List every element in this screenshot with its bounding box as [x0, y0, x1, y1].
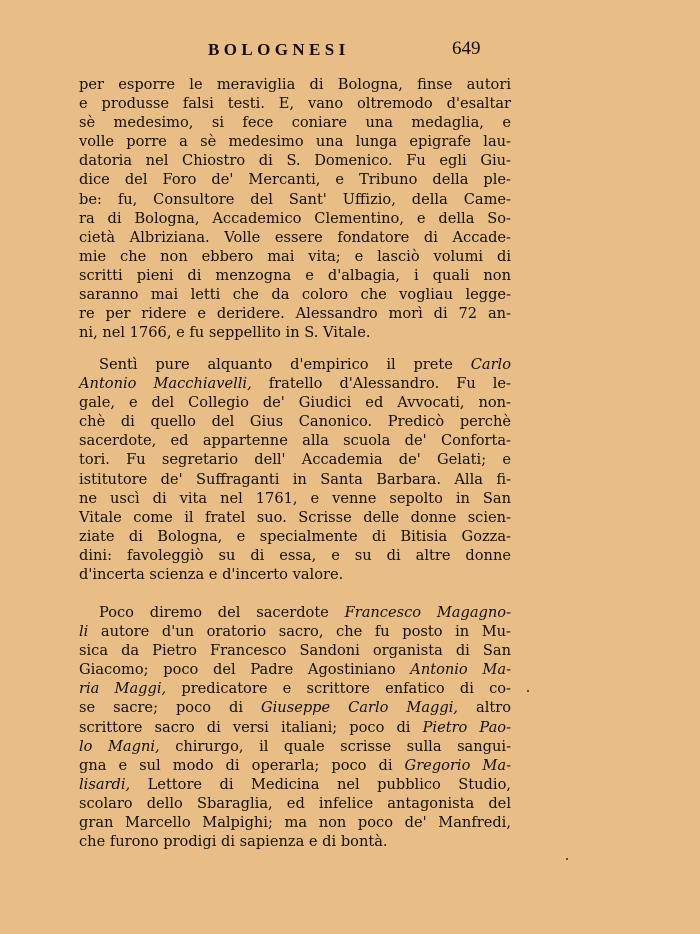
- text-line: scritti pieni di menzogna e d'albagia, i quali non: [79, 266, 511, 284]
- text-line: gran Marcello Malpighi; ma non poco de' Manfredi,: [79, 814, 511, 832]
- paragraph-1: [79, 75, 511, 342]
- text-line: lisardi, Lettore di Medicina nel pubblico Studio,: [79, 775, 511, 793]
- text-line: sè medesimo, si fece coniare una medaglia, e: [79, 114, 511, 132]
- text-line: scolaro dello Sbaraglia, ed infelice antagonista del: [79, 794, 511, 812]
- page-number: 649: [452, 38, 481, 59]
- text-line: che furono prodigi di sapienza e di bontà.: [79, 833, 388, 851]
- text-line: sacerdote, ed appartenne alla scuola de' Conforta-: [79, 432, 511, 450]
- text-line: be: fu, Consultore del Sant' Uffizio, della Came-: [79, 190, 511, 208]
- text-line: dini: favoleggiò su di essa, e su di altre donne: [79, 546, 511, 564]
- text-line: ziate di Bologna, e specialmente di Bitisia Gozza-: [79, 527, 511, 545]
- paragraph-2: [79, 355, 511, 584]
- text-line: ra di Bologna, Accademico Clementino, e della So-: [79, 209, 511, 227]
- text-line: datoria nel Chiostro di S. Domenico. Fu egli Giu-: [79, 152, 511, 170]
- text-line: li autore d'un oratorio sacro, che fu posto in Mu-: [79, 623, 511, 641]
- speck-mark: [566, 858, 568, 860]
- page-header: [0, 40, 700, 64]
- text-line: volle porre a sè medesimo una lunga epigrafe lau-: [79, 133, 511, 151]
- text-line: tori. Fu segretario dell' Accademia de' Gelati; e: [79, 451, 511, 469]
- text-line: ne uscì di vita nel 1761, e venne sepolto in San: [79, 489, 511, 507]
- text-line: dice del Foro de' Mercanti, e Tribuno della ple-: [79, 171, 511, 189]
- speck-mark: [527, 690, 529, 692]
- text-line: Poco diremo del sacerdote Francesco Magagno-: [99, 604, 511, 621]
- text-line: Giacomo; poco del Padre Agostiniano Antonio Ma-: [79, 661, 512, 679]
- text-line: sica da Pietro Francesco Sandoni organista di San: [79, 642, 511, 660]
- text-line: gale, e del Collegio de' Giudici ed Avvocati, non-: [79, 394, 511, 412]
- text-line: mie che non ebbero mai vita; e lasciò volumi di: [79, 247, 511, 265]
- text-line: re per ridere e deridere. Alessandro morì di 72 an-: [79, 305, 511, 323]
- paragraph-3: [79, 603, 511, 851]
- text-line: Sentì pure alquanto d'empirico il prete Carlo: [99, 356, 511, 373]
- text-line: saranno mai letti che da coloro che vogliau legge-: [79, 286, 511, 304]
- text-line: chè di quello del Gius Canonico. Predicò perchè: [79, 413, 511, 431]
- text-line: e produsse falsi testi. E, vano oltremodo d'esaltar: [79, 95, 511, 113]
- text-line: ni, nel 1766, e fu seppellito in S. Vitale.: [79, 324, 371, 342]
- text-line: se sacre; poco di Giuseppe Carlo Maggi, altro: [79, 699, 511, 717]
- text-line: ria Maggi, predicatore e scrittore enfatico di co-: [79, 680, 511, 698]
- text-line: gna e sul modo di operarla; poco di Gregorio Ma-: [79, 756, 511, 774]
- text-line: Antonio Macchiavelli, fratello d'Alessandro. Fu le-: [79, 375, 511, 393]
- text-line: per esporre le meraviglia di Bologna, finse autori: [79, 76, 511, 93]
- text-line: d'incerta scienza e d'incerto valore.: [79, 566, 344, 584]
- running-title: BOLOGNESI: [208, 40, 350, 59]
- text-line: lo Magni, chirurgo, il quale scrisse sulla sangui-: [79, 737, 511, 755]
- text-line: cietà Albriziana. Volle essere fondatore di Accade-: [79, 228, 511, 246]
- text-line: istitutore de' Suffraganti in Santa Barbara. Alla fi-: [79, 470, 511, 488]
- text-line: scrittore sacro di versi italiani; poco di Pietro Pao-: [79, 718, 512, 736]
- text-line: Vitale come il fratel suo. Scrisse delle donne scien-: [79, 508, 511, 526]
